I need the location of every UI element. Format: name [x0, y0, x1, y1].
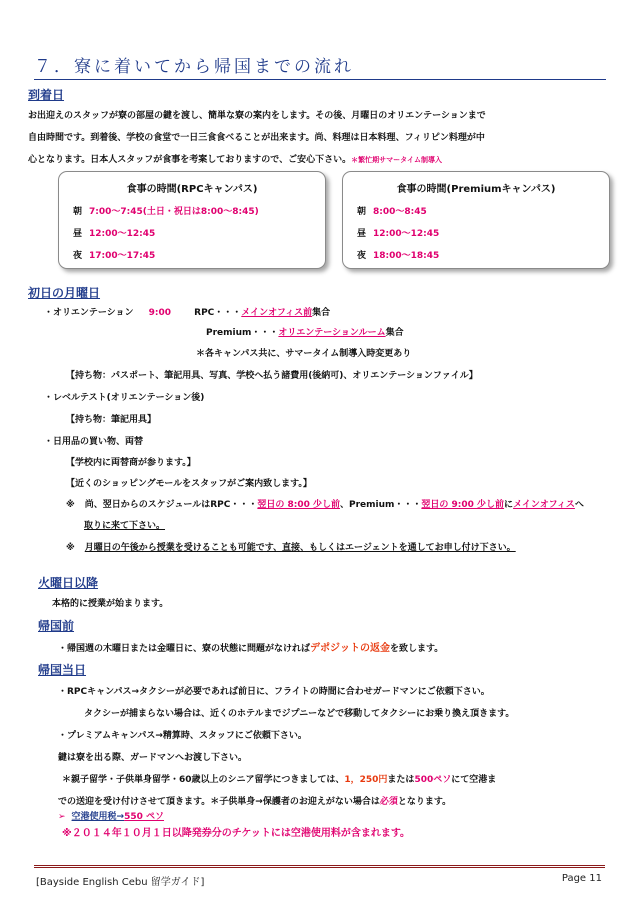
heading-monday: 初日の月曜日	[28, 286, 101, 300]
deposit-text-a: ・帰国週の木曜日または金曜日に、寮の状態に問題がなければ	[58, 644, 311, 654]
footer-title: [Bayside English Cebu 留学ガイド]	[36, 877, 205, 888]
meal-label: 昼	[357, 229, 367, 239]
transfer-text-a: ＊親子留学・子供単身留学・60歳以上のシニア留学につきましては、	[62, 775, 345, 785]
mall-note: 【近くのショッピングモールをスタッフがご案内致します。】	[66, 479, 312, 489]
orientation-label: ・オリエンテーション	[44, 308, 134, 318]
transfer-text-e: にて空港ま	[451, 775, 497, 785]
meal-box-premium	[342, 171, 610, 269]
schedule-note-g: へ	[574, 500, 584, 510]
airport-tax-label: 空港使用税→	[71, 812, 125, 822]
transfer-text-2a: での送迎を受け付けさせて頂きます。＊子供単身→保護者のお迎えがない場合は	[58, 797, 380, 807]
premium-meeting-line	[206, 325, 404, 338]
deposit-text-c: を致します。	[390, 644, 444, 654]
items-orientation: 【持ち物：パスポート、筆記用具、写真、学校へ払う諸費用(後納可)、オリエンテーションファイル】	[66, 371, 478, 381]
footer-divider	[34, 865, 605, 868]
airport-tax-amount: 550 ペソ	[124, 812, 165, 822]
heading-return-day: 帰国当日	[38, 663, 87, 677]
note-mark: ※	[66, 500, 75, 510]
meal-time: 8:00〜8:45	[373, 207, 427, 217]
meal-label: 朝	[357, 207, 367, 217]
meal-row-breakfast	[357, 204, 427, 217]
meal-time: 12:00〜12:45	[373, 229, 440, 239]
meal-box-rpc	[58, 171, 326, 269]
meal-box-rpc-title: 食事の時間(RPCキャンパス)	[126, 184, 258, 195]
meal-row-dinner	[73, 248, 155, 261]
orientation-line	[44, 305, 330, 318]
orientation-time: 9:00	[148, 308, 171, 318]
deposit-refund: デポジットの返金	[310, 643, 391, 654]
meal-time: 17:00〜17:45	[89, 251, 156, 261]
items-level-test: 【持ち物：筆記用具】	[66, 415, 157, 425]
meal-box-premium-title: 食事の時間(Premiumキャンパス)	[396, 184, 556, 195]
rpc-next-day-time: 翌日の 8:00 少し前	[257, 500, 340, 510]
meal-time: 12:00〜12:45	[89, 229, 156, 239]
note-mark: ※	[66, 543, 75, 553]
return-premium: ・プレミアムキャンパス→精算時、スタッフにご依頼下さい。	[58, 731, 307, 741]
schedule-note-c: 、Premium・・・	[340, 500, 422, 510]
page-title: ７．寮に着いてから帰国までの流れ	[34, 52, 606, 80]
main-office: メインオフィス	[513, 500, 575, 510]
airport-tax-included-note: ※２０１４年１０月１日以降発券分のチケットには空港使用料が含まれます。	[62, 828, 411, 839]
meal-time: 18:00〜18:45	[373, 251, 440, 261]
meal-row-breakfast	[73, 204, 259, 217]
summer-time-change-note: ＊各キャンパス共に、サマータイム制導入時変更あり	[196, 349, 412, 359]
meal-row-lunch	[73, 226, 155, 239]
transfer-text-2c: となります。	[397, 797, 452, 807]
shopping-line: ・日用品の買い物、両替	[44, 437, 144, 447]
premium-next-day-time: 翌日の 9:00 少し前	[421, 500, 505, 510]
transfer-text-c: または	[387, 775, 415, 785]
premium-suffix: 集合	[385, 328, 404, 338]
meal-label: 夜	[73, 251, 83, 261]
exchange-note: 【学校内に両替商が参ります。】	[66, 458, 196, 468]
level-test-line: ・レベルテスト(オリエンテーション後)	[44, 393, 205, 403]
transfer-required: 必須	[379, 797, 398, 807]
tuesday-text: 本格的に授業が始まります。	[52, 599, 169, 609]
meal-row-dinner	[357, 248, 439, 261]
meal-label: 朝	[73, 207, 83, 217]
return-key: 鍵は寮を出る際、ガードマンへお渡し下さい。	[58, 753, 248, 763]
schedule-note-line-2: 取りに来て下さい。	[84, 521, 166, 531]
arrival-line-3	[28, 152, 442, 165]
page-number: Page 11	[561, 873, 602, 884]
heading-arrival: 到着日	[28, 88, 65, 102]
deposit-line	[58, 639, 443, 654]
heading-tuesday: 火曜日以降	[38, 576, 99, 590]
return-rpc-taxi: ・RPCキャンパス→タクシーが必要であれば前日に、フライトの時間に合わせガードマンにご依頼下さい。	[58, 687, 490, 697]
summer-time-note: ＊繁忙期サマータイム制導入	[351, 156, 442, 164]
schedule-note	[66, 497, 584, 510]
premium-meeting-place: オリエンテーションルーム	[278, 328, 386, 338]
airport-transfer-line-1	[62, 772, 496, 785]
airport-tax-line	[58, 809, 164, 822]
rpc-meeting-place: メインオフィス前	[241, 308, 313, 318]
transfer-fee-peso: 500ペソ	[414, 775, 452, 785]
heading-before-return: 帰国前	[38, 619, 75, 633]
meal-label: 夜	[357, 251, 367, 261]
arrow-bullet-icon: ➢	[58, 812, 66, 822]
afternoon-class-note	[66, 540, 516, 553]
arrival-line-2: 自由時間です。到着後、学校の食堂で一日三食食べることが出来ます。尚、料理は日本料理、フィリピン料理が中	[28, 133, 485, 143]
airport-transfer-line-2	[58, 794, 451, 807]
arrival-line-3-text: 心となります。日本人スタッフが食事を考案しておりますので、ご安心下さい。	[28, 155, 352, 165]
schedule-note-e: に	[504, 500, 514, 510]
schedule-note-a: 尚、翌日からのスケジュールはRPC・・・	[84, 500, 258, 510]
afternoon-class-text: 月曜日の午後から授業を受けることも可能です、直接、もしくはエージェントを通してお申し付け下さい。	[84, 543, 516, 553]
meal-row-lunch	[357, 226, 439, 239]
arrival-line-1: お出迎えのスタッフが寮の部屋の鍵を渡し、簡単な寮の案内をします。その後、月曜日のオリエンテーションまで	[28, 111, 486, 121]
meal-time: 7:00〜7:45(土日・祝日は8:00〜8:45)	[89, 207, 259, 217]
rpc-suffix: 集合	[312, 308, 331, 318]
return-taxi-alt: タクシーが捕まらない場合は、近くのホテルまでジプニーなどで移動してタクシーにお乗り換え頂きます。	[84, 709, 515, 719]
premium-prefix: Premium・・・	[206, 328, 279, 338]
transfer-fee-yen: 1，250円	[344, 775, 388, 785]
meal-label: 昼	[73, 229, 83, 239]
rpc-prefix: RPC・・・	[194, 308, 242, 318]
